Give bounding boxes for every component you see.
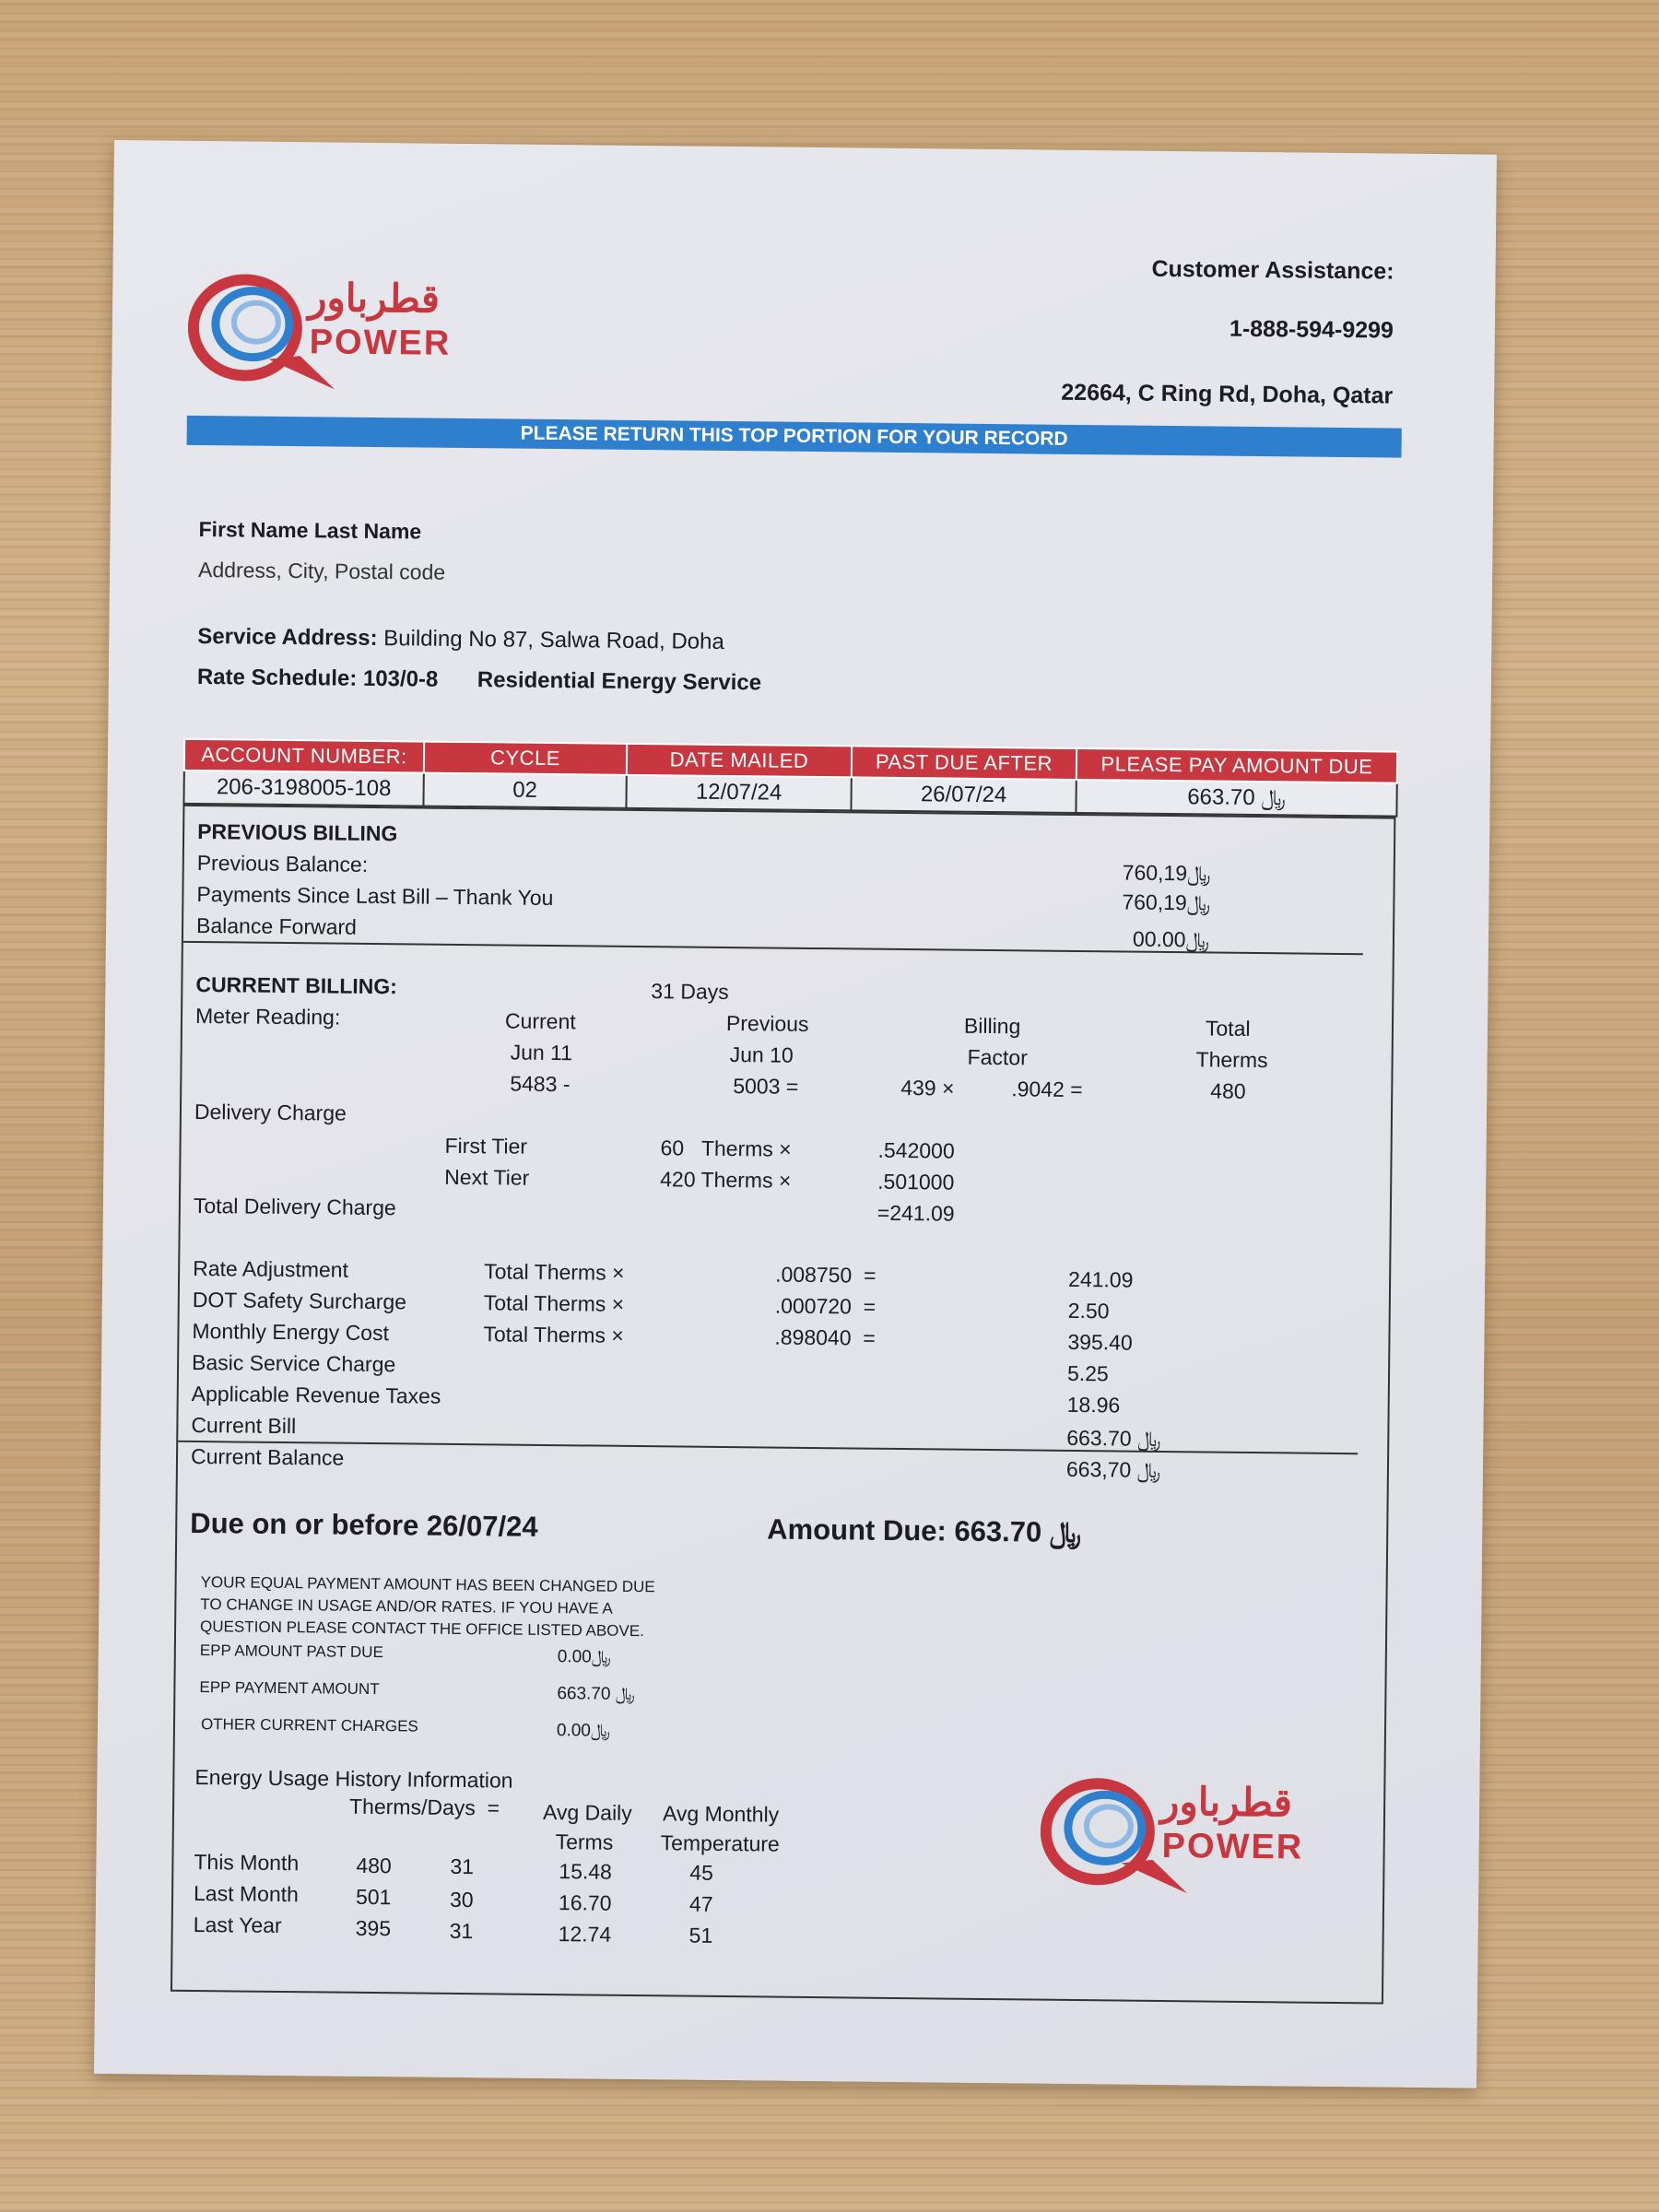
assist-phone: 1-888-594-9299: [1229, 315, 1394, 344]
charge-value: 2.50: [1067, 1298, 1110, 1324]
history-temp: 45: [689, 1860, 714, 1885]
return-notice-bar: PLEASE RETURN THIS TOP PORTION FOR YOUR RECORD: [187, 416, 1402, 458]
rate-schedule: Rate Schedule: 103/0-8: [196, 664, 439, 692]
delivery-charge-label: Delivery Charge: [194, 1099, 347, 1125]
other-charges-label: OTHER CURRENT CHARGES: [200, 1715, 418, 1735]
epp-notice: QUESTION PLEASE CONTACT THE OFFICE LISTED ABOVE.: [200, 1618, 644, 1641]
epp-payment-value: 663.70 ﷼: [557, 1684, 635, 1705]
charge-value: 395.40: [1067, 1329, 1133, 1355]
history-avg-daily-head: Avg Daily: [542, 1799, 632, 1825]
service-address-label: Service Address:: [197, 623, 378, 652]
customer-name: First Name Last Name: [198, 516, 422, 544]
due-date: Due on or before 26/07/24: [190, 1506, 538, 1543]
history-row-label: Last Month: [193, 1881, 300, 1907]
first-tier-therms: 60 Therms ×: [660, 1135, 792, 1161]
logo-latin: POWER: [309, 323, 452, 363]
total-col-head: Total: [1205, 1016, 1251, 1041]
payments-value: 760,19﷼: [1122, 889, 1211, 915]
service-address: [197, 624, 724, 655]
payments-label: Payments Since Last Bill – Thank You: [196, 881, 554, 911]
history-avg-monthly-head: Avg Monthly: [662, 1801, 780, 1827]
history-therms: 395: [355, 1915, 392, 1941]
charge-value: 18.96: [1066, 1392, 1121, 1418]
current-billing-title: CURRENT BILLING:: [195, 971, 398, 999]
logo-arabic: قطرباور: [307, 276, 441, 321]
cycle-header: CYCLE: [424, 742, 627, 775]
charge-label: Applicable Revenue Taxes: [191, 1381, 441, 1408]
history-avg-daily-head-2: Terms: [555, 1830, 614, 1854]
billing-days: 31 Days: [651, 979, 729, 1005]
charge-label: Rate Adjustment: [193, 1255, 349, 1282]
current-date: Jun 11: [510, 1040, 573, 1065]
history-avg: 12.74: [558, 1922, 612, 1947]
history-avg-monthly-head-2: Temperature: [660, 1830, 780, 1856]
factor-col-head: Factor: [967, 1044, 1028, 1070]
current-col-head: Current: [504, 1008, 576, 1034]
account-summary-table: [182, 738, 1398, 818]
charge-label: Monthly Energy Cost: [192, 1318, 390, 1346]
therms-col-head: Therms: [1195, 1047, 1268, 1073]
history-row-label: Last Year: [193, 1912, 282, 1938]
history-days: 30: [449, 1887, 474, 1912]
epp-notice: TO CHANGE IN USAGE AND/OR RATES. IF YOU HAVE A: [200, 1595, 613, 1618]
epp-notice: YOUR EQUAL PAYMENT AMOUNT HAS BEEN CHANGED DUE: [200, 1573, 655, 1596]
current-balance-label: Current Balance: [190, 1443, 345, 1470]
billing-col-head: Billing: [963, 1013, 1021, 1039]
other-charges-value: 0.00﷼: [556, 1721, 611, 1741]
history-title: Energy Usage History Information: [194, 1765, 513, 1793]
history-days: 31: [449, 1918, 474, 1944]
factor-value: .9042 =: [1011, 1077, 1083, 1102]
history-avg: 16.70: [558, 1890, 612, 1915]
charge-basis: Total Therms ×: [483, 1322, 624, 1347]
history-temp: 47: [688, 1891, 713, 1916]
amount-due: 663.70 ﷼: [1076, 780, 1396, 817]
previous-date: Jun 10: [729, 1042, 794, 1067]
history-avg: 15.48: [559, 1859, 613, 1884]
date-mailed-header: DATE MAILED: [627, 744, 852, 778]
factor-diff: 439 ×: [900, 1075, 955, 1100]
charge-rate: .008750 =: [775, 1262, 877, 1288]
epp-past-due-value: 0.00﷼: [557, 1647, 611, 1667]
history-row-label: This Month: [194, 1850, 300, 1876]
date-mailed: 12/07/24: [626, 775, 851, 811]
charge-value: 241.09: [1067, 1266, 1134, 1292]
past-due-header: PAST DUE AFTER: [852, 746, 1077, 780]
past-due-date: 26/07/24: [851, 777, 1076, 813]
total-delivery-label: Total Delivery Charge: [193, 1193, 396, 1220]
charge-rate: .898040 =: [774, 1324, 876, 1350]
meter-reading-label: Meter Reading:: [194, 1003, 341, 1030]
bill-document: [94, 140, 1497, 2088]
amount-due-total: Amount Due: 663.70 ﷼: [767, 1512, 1082, 1549]
logo-latin: POWER: [1161, 1827, 1304, 1867]
account-number: 206-3198005-108: [183, 771, 423, 806]
charge-rate: .000720 =: [774, 1293, 877, 1319]
first-tier-rate: .542000: [877, 1137, 955, 1163]
divider: [178, 1441, 1358, 1454]
charge-label: DOT Safety Surcharge: [192, 1287, 407, 1314]
first-tier-label: First Tier: [444, 1133, 528, 1159]
charge-label: Basic Service Charge: [191, 1349, 396, 1377]
assist-label: Customer Assistance:: [1151, 255, 1394, 285]
charge-basis: Total Therms ×: [484, 1259, 625, 1285]
charge-value: 5.25: [1066, 1360, 1109, 1386]
previous-balance-label: Previous Balance:: [196, 850, 369, 877]
current-reading: 5483 -: [510, 1071, 571, 1097]
customer-address: Address, City, Postal code: [197, 557, 446, 584]
qpower-logo-bottom: [1040, 1774, 1354, 1898]
previous-balance-value: 760,19﷼: [1122, 860, 1211, 886]
balance-forward-label: Balance Forward: [195, 912, 358, 939]
service-address-value: Building No 87, Salwa Road, Doha: [377, 626, 724, 654]
current-bill-label: Current Bill: [191, 1412, 297, 1439]
total-therms: 480: [1210, 1078, 1246, 1103]
epp-past-due-label: EPP AMOUNT PAST DUE: [199, 1641, 383, 1662]
company-address: 22664, C Ring Rd, Doha, Qatar: [1061, 379, 1394, 409]
cycle: 02: [423, 773, 626, 808]
next-tier-therms: 420 Therms ×: [660, 1167, 792, 1193]
logo-arabic: قطرباور: [1159, 1779, 1293, 1825]
history-days: 31: [450, 1853, 475, 1879]
previous-billing-title: PREVIOUS BILLING: [197, 818, 398, 846]
history-therms-days-head: Therms/Days =: [348, 1794, 500, 1820]
previous-reading: 5003 =: [733, 1074, 799, 1099]
current-balance-value: 663,70 ﷼: [1065, 1456, 1161, 1482]
charge-basis: Total Therms ×: [483, 1290, 625, 1316]
history-temp: 51: [688, 1923, 713, 1947]
next-tier-rate: .501000: [877, 1169, 955, 1194]
epp-payment-label: EPP PAYMENT AMOUNT: [199, 1678, 380, 1699]
qpower-logo: [187, 270, 501, 394]
next-tier-label: Next Tier: [444, 1164, 530, 1190]
rate-description: Residential Energy Service: [477, 667, 762, 696]
amount-due-header: PLEASE PAY AMOUNT DUE: [1077, 748, 1397, 783]
account-number-header: ACCOUNT NUMBER:: [184, 739, 424, 773]
history-therms: 501: [355, 1884, 392, 1910]
total-delivery-value: =241.09: [877, 1200, 955, 1226]
history-therms: 480: [356, 1853, 392, 1878]
billing-details-box: [171, 805, 1395, 2005]
current-bill-value: 663.70 ﷼: [1066, 1425, 1161, 1451]
balance-forward-value: 00.00﷼: [1132, 926, 1210, 952]
previous-col-head: Previous: [725, 1011, 809, 1036]
